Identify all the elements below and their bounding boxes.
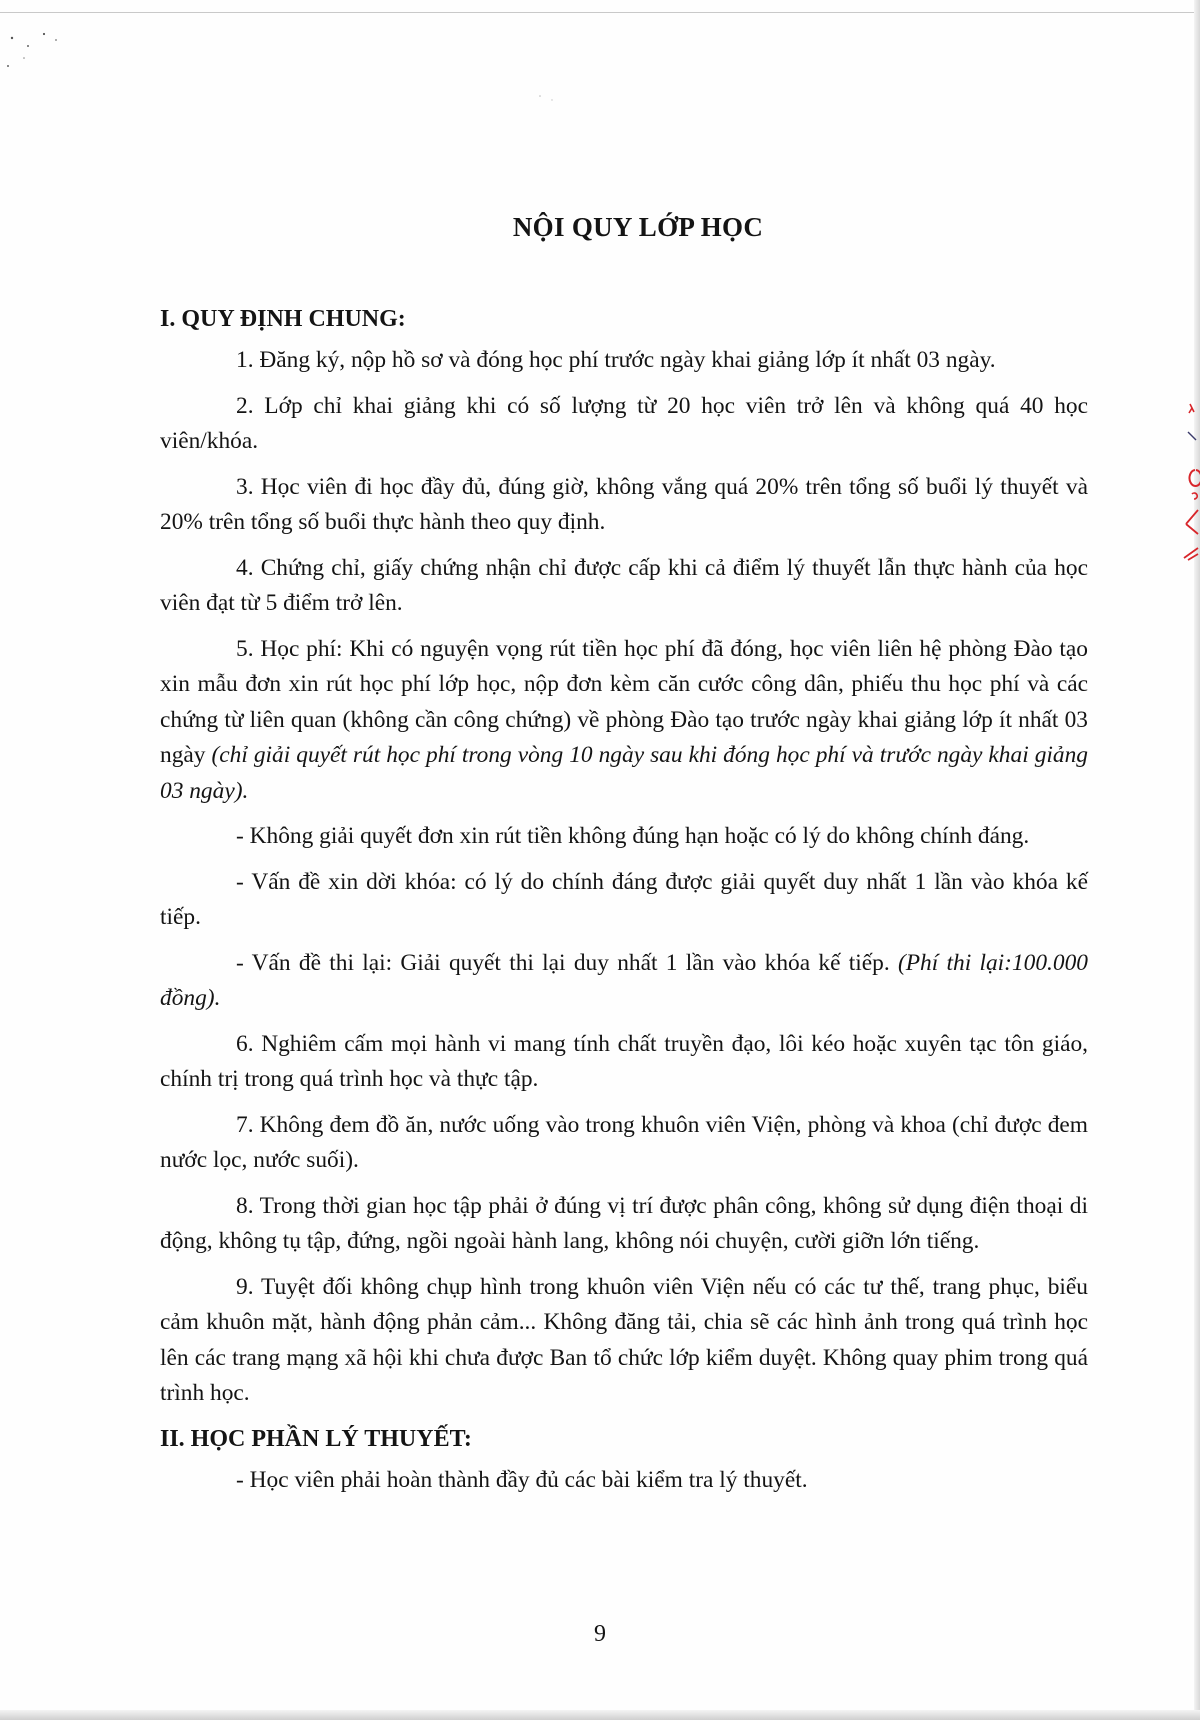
rule-subitem: - Không giải quyết đơn xin rút tiền không đúng hạn hoặc có lý do không chính đáng. xyxy=(236,823,1030,849)
red-stamp-edge xyxy=(1166,398,1200,588)
rule-subitem-retake xyxy=(160,946,1088,1017)
rule-item: 3. Học viên đi học đầy đủ, đúng giờ, không vắng quá 20% trên tổng số buổi lý thuyết và 20% trên tổng số buổi thực hành theo quy định. xyxy=(160,473,1088,535)
rule-item-tuition xyxy=(160,632,1088,810)
section-heading-general-rules: I. QUY ĐỊNH CHUNG: xyxy=(160,305,406,332)
rule-subitem-text: - Vấn đề thi lại: Giải quyết thi lại duy nhất 1 lần vào khóa kế tiếp. xyxy=(236,949,898,976)
rule-item-text: 5. Học phí: Khi có nguyện vọng rút tiền học phí đã đóng, học viên liên hệ phòng Đào tạo xin mẫu đơn xin rút học phí lớp học, nộp đơn kèm căn cước công dân, phiếu thu học phí và các chứng từ liên quan (không cần công chứng) về phòng Đào tạo trước ngày khai giảng lớp ít nhất 03 ngày xyxy=(160,635,1088,768)
rule-item: 9. Tuyệt đối không chụp hình trong khuôn viên Viện nếu có các tư thế, trang phục, biểu cảm khuôn mặt, hành động phản cảm... Không đăng tải, chia sẽ các hình ảnh trong quá trình học lên các trang mạng xã hội khi chưa được Ban tổ chức lớp kiểm duyệt. Không quay phim trong quá trình học. xyxy=(160,1273,1088,1406)
document-title: NỘI QUY LỚP HỌC xyxy=(512,212,764,242)
rule-subitem: - Vấn đề xin dời khóa: có lý do chính đáng được giải quyết duy nhất 1 lần vào khóa kế tiếp. xyxy=(160,868,1088,930)
scan-right-border xyxy=(1194,0,1200,1720)
rule-item: 8. Trong thời gian học tập phải ở đúng vị trí được phân công, không sử dụng điện thoại di động, không tụ tập, đứng, ngồi ngoài hành lang, không nói chuyện, cười giỡn lớn tiếng. xyxy=(160,1192,1088,1254)
section-heading-theory: II. HỌC PHẦN LÝ THUYẾT: xyxy=(160,1425,472,1452)
rule-item: 1. Đăng ký, nộp hồ sơ và đóng học phí trước ngày khai giảng lớp ít nhất 03 ngày. xyxy=(236,347,996,373)
rule-item: 2. Lớp chỉ khai giảng khi có số lượng từ 20 học viên trở lên và không quá 40 học viên/khóa. xyxy=(160,392,1088,454)
document-body xyxy=(160,210,1088,1509)
rule-item-italic-note: (chỉ giải quyết rút học phí trong vòng 10 ngày sau khi đóng học phí và trước ngày khai giảng 03 ngày). xyxy=(160,742,1088,804)
rule-item: 6. Nghiêm cấm mọi hành vi mang tính chất truyền đạo, lôi kéo hoặc xuyên tạc tôn giáo, chính trị trong quá trình học và thực tập. xyxy=(160,1030,1088,1092)
rule-subitem-italic-note: (Phí thi lại:100.000 đồng). xyxy=(160,949,1088,1011)
scan-noise xyxy=(0,0,1200,120)
scan-bottom-border xyxy=(0,1710,1200,1720)
rule-item: 4. Chứng chỉ, giấy chứng nhận chỉ được cấp khi cả điểm lý thuyết lẫn thực hành của học viên đạt từ 5 điểm trở lên. xyxy=(160,554,1088,616)
page-number: 9 xyxy=(594,1621,606,1647)
rule-item: 7. Không đem đồ ăn, nước uống vào trong khuôn viên Viện, phòng và khoa (chỉ được đem nước lọc, nước suối). xyxy=(160,1111,1088,1173)
theory-item: - Học viên phải hoàn thành đầy đủ các bài kiểm tra lý thuyết. xyxy=(236,1467,808,1493)
